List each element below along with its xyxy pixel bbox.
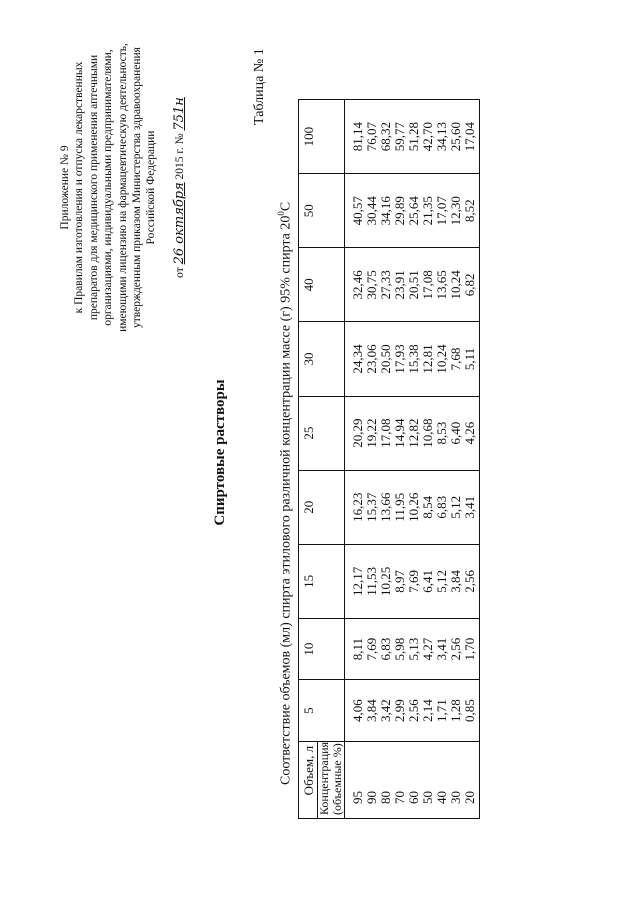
value-cell: 6,83: [379, 618, 393, 680]
table-label: Таблица № 1: [252, 48, 267, 125]
value-cell: 5,12: [435, 544, 449, 618]
value-cell: 17,07: [435, 174, 449, 248]
value-cell: 8,52: [463, 174, 480, 248]
order-prefix: от: [173, 267, 186, 278]
value-cell: 30,75: [365, 248, 379, 322]
value-cell: 8,53: [435, 396, 449, 470]
caption-unit: С: [278, 201, 294, 212]
value-cell: 2,56: [463, 544, 480, 618]
concentration-cell: 90: [365, 741, 379, 818]
value-cell: 59,77: [393, 100, 407, 174]
corner-volume-label: Объем, л: [301, 742, 318, 818]
value-cell: 8,97: [393, 544, 407, 618]
value-cell: 3,84: [365, 680, 379, 742]
value-cell: 3,41: [463, 470, 480, 544]
column-header: 10: [299, 618, 345, 680]
appendix-line: к Правилам изготовления и отпуска лекарственных: [73, 61, 86, 314]
value-cell: 32,46: [345, 248, 366, 322]
value-cell: 2,56: [407, 680, 421, 742]
column-header: 100: [299, 100, 345, 174]
value-cell: 6,83: [435, 470, 449, 544]
column-header: 30: [299, 322, 345, 396]
column-header: 5: [299, 680, 345, 742]
value-cell: 17,93: [393, 322, 407, 396]
value-cell: 20,51: [407, 248, 421, 322]
concentration-cell: 70: [393, 741, 407, 818]
appendix-line: утвержденным приказом Министерства здравоохранения: [131, 47, 144, 328]
order-number-handwritten: 751н: [171, 97, 187, 131]
value-cell: 10,25: [379, 544, 393, 618]
column-header: 50: [299, 174, 345, 248]
value-cell: 30,44: [365, 174, 379, 248]
value-cell: 25,60: [449, 100, 463, 174]
concentration-cell: 95: [345, 741, 366, 818]
value-cell: 81,14: [345, 100, 366, 174]
table-row: [435, 100, 449, 819]
value-cell: 42,70: [421, 100, 435, 174]
value-cell: 7,68: [449, 322, 463, 396]
value-cell: 68,32: [379, 100, 393, 174]
concentration-cell: 30: [449, 741, 463, 818]
value-cell: 3,42: [379, 680, 393, 742]
value-cell: 13,65: [435, 248, 449, 322]
value-cell: 15,38: [407, 322, 421, 396]
value-cell: 3,41: [435, 618, 449, 680]
value-cell: 6,41: [421, 544, 435, 618]
concentration-cell: 60: [407, 741, 421, 818]
caption-degree: 0: [276, 211, 286, 216]
order-year: 2015 г. №: [173, 133, 186, 180]
value-cell: 7,69: [365, 618, 379, 680]
corner-header: [299, 741, 345, 818]
concentration-cell: 50: [421, 741, 435, 818]
value-cell: 17,04: [463, 100, 480, 174]
column-header: 40: [299, 248, 345, 322]
value-cell: 13,66: [379, 470, 393, 544]
table-row: [421, 100, 435, 819]
appendix-line: организациями, индивидуальными предпринимателями,: [102, 49, 115, 326]
value-cell: 40,57: [345, 174, 366, 248]
table-body: [345, 100, 480, 819]
value-cell: 7,69: [407, 544, 421, 618]
value-cell: 23,06: [365, 322, 379, 396]
value-cell: 8,54: [421, 470, 435, 544]
table-row: [393, 100, 407, 819]
value-cell: 6,40: [449, 396, 463, 470]
appendix-block: [58, 30, 187, 345]
value-cell: 16,23: [345, 470, 366, 544]
value-cell: 76,07: [365, 100, 379, 174]
value-cell: 12,30: [449, 174, 463, 248]
value-cell: 4,06: [345, 680, 366, 742]
value-cell: 21,35: [421, 174, 435, 248]
value-cell: 12,82: [407, 396, 421, 470]
value-cell: 2,99: [393, 680, 407, 742]
concentration-cell: 20: [463, 741, 480, 818]
table-row: [463, 100, 480, 819]
page-title: Спиртовые растворы: [212, 379, 228, 526]
value-cell: 2,56: [449, 618, 463, 680]
value-cell: 34,13: [435, 100, 449, 174]
table-header-row: [299, 100, 345, 819]
value-cell: 24,34: [345, 322, 366, 396]
value-cell: 8,11: [345, 618, 366, 680]
value-cell: 25,64: [407, 174, 421, 248]
value-cell: 17,08: [421, 248, 435, 322]
caption-text: Соответствие объемов (мл) спирта этилового различной концентрации массе (г) 95% спирта 20: [278, 215, 294, 785]
concentration-cell: 40: [435, 741, 449, 818]
value-cell: 4,26: [463, 396, 480, 470]
table-row: [449, 100, 463, 819]
column-header: 20: [299, 470, 345, 544]
value-cell: 29,89: [393, 174, 407, 248]
value-cell: 14,94: [393, 396, 407, 470]
column-header: 15: [299, 544, 345, 618]
value-cell: 6,82: [463, 248, 480, 322]
table-row: [365, 100, 379, 819]
value-cell: 12,81: [421, 322, 435, 396]
value-cell: 11,53: [365, 544, 379, 618]
value-cell: 0,85: [463, 680, 480, 742]
alcohol-table: [298, 99, 480, 819]
value-cell: 1,71: [435, 680, 449, 742]
table-row: [345, 100, 366, 819]
value-cell: 3,84: [449, 544, 463, 618]
table-row: [407, 100, 421, 819]
order-reference: [173, 30, 187, 345]
value-cell: 12,17: [345, 544, 366, 618]
order-date-handwritten: 26 октября: [171, 182, 187, 265]
value-cell: 2,14: [421, 680, 435, 742]
appendix-line: Российской Федерации: [145, 130, 158, 245]
value-cell: 51,28: [407, 100, 421, 174]
appendix-line: имеющими лицензию на фармацевтическую деятельность,: [116, 43, 129, 332]
value-cell: 19,22: [365, 396, 379, 470]
value-cell: 5,98: [393, 618, 407, 680]
value-cell: 10,26: [407, 470, 421, 544]
value-cell: 10,68: [421, 396, 435, 470]
value-cell: 27,33: [379, 248, 393, 322]
concentration-cell: 80: [379, 741, 393, 818]
column-header: 25: [299, 396, 345, 470]
corner-concentration-unit: (объемные %): [330, 743, 344, 815]
appendix-title: Приложение № 9: [59, 145, 71, 230]
corner-concentration-label: Концентрация: [317, 741, 331, 815]
value-cell: 10,24: [435, 322, 449, 396]
value-cell: 15,37: [365, 470, 379, 544]
value-cell: 5,13: [407, 618, 421, 680]
value-cell: 5,11: [463, 322, 480, 396]
table-row: [379, 100, 393, 819]
value-cell: 10,24: [449, 248, 463, 322]
value-cell: 5,12: [449, 470, 463, 544]
value-cell: 1,28: [449, 680, 463, 742]
appendix-line: препаратов для медицинского применения аптечными: [87, 54, 100, 321]
value-cell: 34,16: [379, 174, 393, 248]
value-cell: 17,08: [379, 396, 393, 470]
table-caption: [276, 202, 295, 785]
value-cell: 1,70: [463, 618, 480, 680]
value-cell: 20,50: [379, 322, 393, 396]
value-cell: 11,95: [393, 470, 407, 544]
value-cell: 4,27: [421, 618, 435, 680]
value-cell: 23,91: [393, 248, 407, 322]
value-cell: 20,29: [345, 396, 366, 470]
